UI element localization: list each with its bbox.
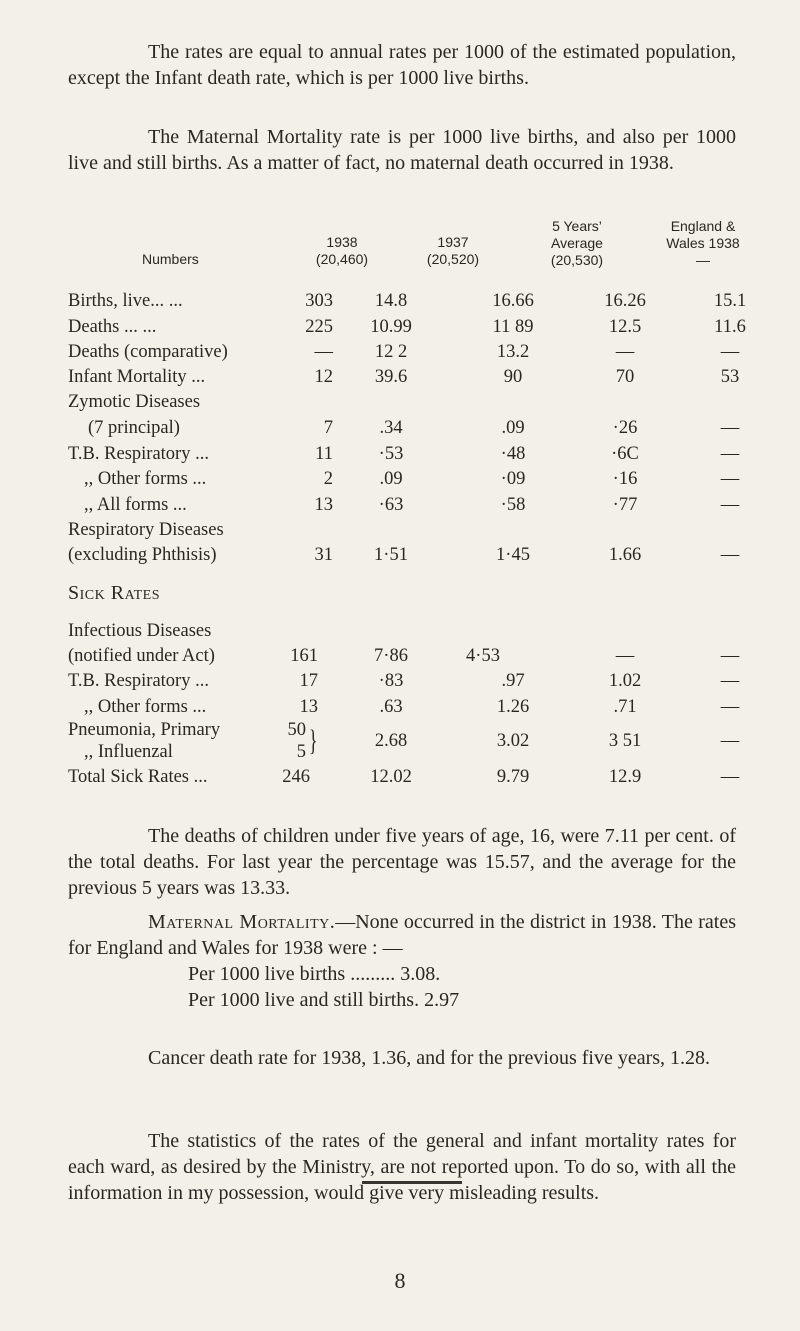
maternal-mortality-text: —None occurred in the district in 1938. The rates for England and Wales for 1938 were : — <box>68 911 736 959</box>
maternal-rate-paragraph: The Maternal Mortality rate is per 1000 live births, and also per 1000 live and still births. As a matter of fact, no maternal death occurred in 1938. <box>68 126 736 174</box>
sick-rates-heading: Sick Rates <box>68 582 161 604</box>
maternal-rate-live-births: Per 1000 live births ......... 3.08. <box>188 963 441 985</box>
header-1938: 1938 (20,460) <box>315 234 369 267</box>
maternal-mortality-section <box>68 909 736 1013</box>
cancer-paragraph: Cancer death rate for 1938, 1.36, and for the previous five years, 1.28. <box>148 1047 711 1069</box>
header-england-wales: England & Wales 1938 — <box>666 218 740 268</box>
header-5yr-average: 5 Years’ Average (20,530) <box>550 218 604 268</box>
maternal-rate-live-still-births: Per 1000 live and still births. 2.97 <box>188 989 460 1011</box>
deaths-children-paragraph: The deaths of children under five years of age, 16, were 7.11 per cent. of the total deaths. For last year the percentage was 15.57, and the average for the previous 5 years was 13.33. <box>68 825 736 899</box>
brace-glyph: } <box>308 724 318 757</box>
intro-paragraph: The rates are equal to annual rates per 1000 of the estimated population, except the Infant death rate, which is per 1000 live births. <box>68 41 736 89</box>
header-numbers: Numbers <box>142 251 199 267</box>
header-1937: 1937 (20,520) <box>426 234 480 267</box>
vital-statistics-table: Numbers 1938 (20,460) 1937 (20,520) 5 Years’ Average (20,530) England & Wales 1938 — Births, live... ... 303 14.8 16.66 16.26 15.1 Deaths ... ... 225 10.99 11 89 12.5 11.6 Deaths (comparative) — 12 2 13.2 — — Infant Mortality ... 12 39.6 90 70 53 Zymotic Diseases (7 principal) 7 .34 .09 ·26 — T.B. Respiratory ... 11 ·53 ·48 ·6C — ,, Other forms ... 2 .09 ·09 ·16 — ,, All forms ... 13 ·63 ·58 ·77 — Respiratory Diseases (excluding Phthisis) 31 1·51 1·45 1.66 — Sick Rates Infectious Diseases (notified under Act) 161 7·86 4·53 — — T.B. Respiratory ... 17 ·83 .97 1.02 — ,, Other forms ... 13 .63 1.26 .71 — Pneumonia, Primary 50 } 2.68 3.02 3 51 — ,, Influenzal 5 Total Sick Rates ... 246 12.02 9.79 12.9 — <box>68 218 747 787</box>
statistics-paragraph: The statistics of the rates of the general and infant mortality rates for each ward, as desired by the Ministry, are not reported upon. To do so, with all the information in my possession, would give very misleading results. <box>68 1130 736 1204</box>
maternal-mortality-heading: Maternal Mortality. <box>148 911 336 933</box>
page-number: 8 <box>394 1268 406 1293</box>
